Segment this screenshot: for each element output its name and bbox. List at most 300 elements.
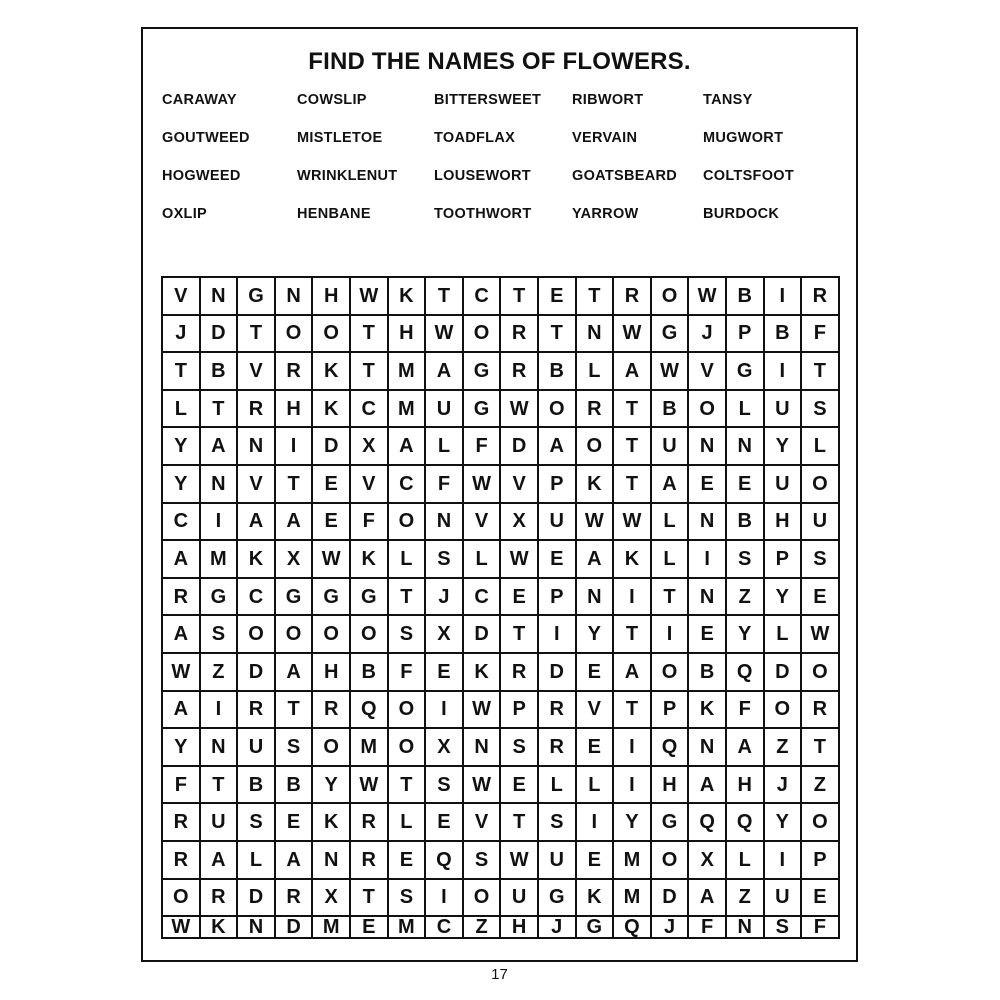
grid-cell[interactable]: G [577, 917, 615, 939]
grid-cell[interactable]: G [238, 278, 276, 316]
grid-cell[interactable]: M [389, 391, 427, 429]
grid-cell[interactable]: L [765, 616, 803, 654]
grid-cell[interactable]: U [802, 504, 840, 542]
grid-cell[interactable]: T [276, 692, 314, 730]
grid-cell[interactable]: R [501, 316, 539, 354]
grid-cell[interactable]: P [539, 579, 577, 617]
grid-cell[interactable]: B [689, 654, 727, 692]
grid-cell[interactable]: K [238, 541, 276, 579]
grid-cell[interactable]: O [389, 729, 427, 767]
grid-cell[interactable]: W [163, 917, 201, 939]
grid-cell[interactable]: I [765, 278, 803, 316]
grid-cell[interactable]: T [163, 353, 201, 391]
grid-cell[interactable]: W [351, 767, 389, 805]
grid-cell[interactable]: V [577, 692, 615, 730]
grid-cell[interactable]: U [652, 428, 690, 466]
grid-cell[interactable]: G [539, 880, 577, 918]
grid-cell[interactable]: Q [614, 917, 652, 939]
grid-cell[interactable]: K [313, 804, 351, 842]
grid-cell[interactable]: W [501, 842, 539, 880]
grid-cell[interactable]: B [351, 654, 389, 692]
grid-cell[interactable]: O [765, 692, 803, 730]
grid-cell[interactable]: N [426, 504, 464, 542]
grid-cell[interactable]: O [163, 880, 201, 918]
grid-cell[interactable]: T [614, 692, 652, 730]
grid-cell[interactable]: Y [727, 616, 765, 654]
grid-cell[interactable]: D [501, 428, 539, 466]
grid-cell[interactable]: T [351, 353, 389, 391]
grid-cell[interactable]: N [201, 466, 239, 504]
grid-cell[interactable]: H [313, 278, 351, 316]
grid-cell[interactable]: A [577, 541, 615, 579]
grid-cell[interactable]: Y [163, 428, 201, 466]
grid-cell[interactable]: N [689, 729, 727, 767]
grid-cell[interactable]: F [802, 316, 840, 354]
grid-cell[interactable]: H [652, 767, 690, 805]
grid-cell[interactable]: T [389, 579, 427, 617]
grid-cell[interactable]: T [501, 616, 539, 654]
grid-cell[interactable]: I [426, 880, 464, 918]
grid-cell[interactable]: T [501, 804, 539, 842]
grid-cell[interactable]: R [539, 692, 577, 730]
grid-cell[interactable]: A [276, 842, 314, 880]
grid-cell[interactable]: S [238, 804, 276, 842]
grid-cell[interactable]: N [689, 428, 727, 466]
grid-cell[interactable]: S [765, 917, 803, 939]
grid-cell[interactable]: B [238, 767, 276, 805]
grid-cell[interactable]: T [426, 278, 464, 316]
grid-cell[interactable]: D [652, 880, 690, 918]
grid-cell[interactable]: N [577, 316, 615, 354]
grid-cell[interactable]: M [614, 842, 652, 880]
grid-cell[interactable]: R [276, 880, 314, 918]
grid-cell[interactable]: F [802, 917, 840, 939]
grid-cell[interactable]: X [313, 880, 351, 918]
grid-cell[interactable]: R [501, 353, 539, 391]
grid-cell[interactable]: E [501, 579, 539, 617]
grid-cell[interactable]: Y [765, 804, 803, 842]
grid-cell[interactable]: K [464, 654, 502, 692]
grid-cell[interactable]: T [652, 579, 690, 617]
grid-cell[interactable]: O [689, 391, 727, 429]
grid-cell[interactable]: I [614, 767, 652, 805]
grid-cell[interactable]: K [313, 353, 351, 391]
grid-cell[interactable]: H [765, 504, 803, 542]
grid-cell[interactable]: K [577, 466, 615, 504]
grid-cell[interactable]: W [163, 654, 201, 692]
grid-cell[interactable]: R [238, 692, 276, 730]
grid-cell[interactable]: O [464, 316, 502, 354]
grid-cell[interactable]: L [389, 804, 427, 842]
grid-cell[interactable]: W [464, 767, 502, 805]
grid-cell[interactable]: T [577, 278, 615, 316]
grid-cell[interactable]: N [201, 729, 239, 767]
grid-cell[interactable]: T [201, 767, 239, 805]
grid-cell[interactable]: A [689, 767, 727, 805]
grid-cell[interactable]: I [689, 541, 727, 579]
grid-cell[interactable]: E [313, 504, 351, 542]
grid-cell[interactable]: Y [765, 428, 803, 466]
grid-cell[interactable]: H [313, 654, 351, 692]
grid-cell[interactable]: O [351, 616, 389, 654]
grid-cell[interactable]: V [464, 504, 502, 542]
grid-cell[interactable]: V [464, 804, 502, 842]
grid-cell[interactable]: C [238, 579, 276, 617]
grid-cell[interactable]: I [652, 616, 690, 654]
grid-cell[interactable]: N [464, 729, 502, 767]
grid-cell[interactable]: F [689, 917, 727, 939]
grid-cell[interactable]: H [389, 316, 427, 354]
grid-cell[interactable]: C [163, 504, 201, 542]
grid-cell[interactable]: M [614, 880, 652, 918]
grid-cell[interactable]: F [351, 504, 389, 542]
grid-cell[interactable]: M [351, 729, 389, 767]
grid-cell[interactable]: W [577, 504, 615, 542]
grid-cell[interactable]: R [276, 353, 314, 391]
grid-cell[interactable]: A [539, 428, 577, 466]
grid-cell[interactable]: K [689, 692, 727, 730]
grid-cell[interactable]: J [539, 917, 577, 939]
grid-cell[interactable]: F [426, 466, 464, 504]
grid-cell[interactable]: J [689, 316, 727, 354]
grid-cell[interactable]: C [389, 466, 427, 504]
grid-cell[interactable]: O [238, 616, 276, 654]
grid-cell[interactable]: W [464, 692, 502, 730]
grid-cell[interactable]: R [802, 278, 840, 316]
grid-cell[interactable]: J [765, 767, 803, 805]
grid-cell[interactable]: W [313, 541, 351, 579]
grid-cell[interactable]: Y [765, 579, 803, 617]
grid-cell[interactable]: D [238, 654, 276, 692]
grid-cell[interactable]: O [539, 391, 577, 429]
grid-cell[interactable]: R [614, 278, 652, 316]
grid-cell[interactable]: A [276, 654, 314, 692]
grid-cell[interactable]: Q [652, 729, 690, 767]
grid-cell[interactable]: M [389, 353, 427, 391]
grid-cell[interactable]: U [765, 880, 803, 918]
grid-cell[interactable]: I [539, 616, 577, 654]
grid-cell[interactable]: T [614, 466, 652, 504]
grid-cell[interactable]: A [163, 692, 201, 730]
grid-cell[interactable]: P [727, 316, 765, 354]
grid-cell[interactable]: W [802, 616, 840, 654]
grid-cell[interactable]: O [389, 504, 427, 542]
grid-cell[interactable]: V [238, 466, 276, 504]
grid-cell[interactable]: K [577, 880, 615, 918]
grid-cell[interactable]: I [201, 504, 239, 542]
grid-cell[interactable]: Z [765, 729, 803, 767]
grid-cell[interactable]: F [464, 428, 502, 466]
grid-cell[interactable]: U [426, 391, 464, 429]
grid-cell[interactable]: U [238, 729, 276, 767]
grid-cell[interactable]: X [426, 616, 464, 654]
grid-cell[interactable]: O [276, 316, 314, 354]
grid-cell[interactable]: D [464, 616, 502, 654]
grid-cell[interactable]: E [689, 616, 727, 654]
grid-cell[interactable]: L [163, 391, 201, 429]
grid-cell[interactable]: T [276, 466, 314, 504]
grid-cell[interactable]: N [238, 917, 276, 939]
grid-cell[interactable]: S [464, 842, 502, 880]
grid-cell[interactable]: K [614, 541, 652, 579]
grid-cell[interactable]: B [201, 353, 239, 391]
grid-cell[interactable]: O [802, 804, 840, 842]
grid-cell[interactable]: O [652, 654, 690, 692]
grid-cell[interactable]: O [313, 729, 351, 767]
grid-cell[interactable]: R [163, 579, 201, 617]
grid-cell[interactable]: R [351, 804, 389, 842]
grid-cell[interactable]: Q [727, 654, 765, 692]
grid-cell[interactable]: I [276, 428, 314, 466]
grid-cell[interactable]: Z [201, 654, 239, 692]
grid-cell[interactable]: N [689, 579, 727, 617]
grid-cell[interactable]: Z [464, 917, 502, 939]
grid-cell[interactable]: G [313, 579, 351, 617]
grid-cell[interactable]: G [276, 579, 314, 617]
grid-cell[interactable]: R [163, 804, 201, 842]
grid-cell[interactable]: D [313, 428, 351, 466]
grid-cell[interactable]: A [276, 504, 314, 542]
grid-cell[interactable]: N [238, 428, 276, 466]
grid-cell[interactable]: W [426, 316, 464, 354]
grid-cell[interactable]: D [201, 316, 239, 354]
grid-cell[interactable]: A [614, 654, 652, 692]
grid-cell[interactable]: N [313, 842, 351, 880]
grid-cell[interactable]: M [313, 917, 351, 939]
grid-cell[interactable]: Y [163, 729, 201, 767]
grid-cell[interactable]: E [501, 767, 539, 805]
grid-cell[interactable]: G [201, 579, 239, 617]
grid-cell[interactable]: L [727, 391, 765, 429]
grid-cell[interactable]: O [652, 278, 690, 316]
grid-cell[interactable]: A [238, 504, 276, 542]
grid-cell[interactable]: L [539, 767, 577, 805]
grid-cell[interactable]: D [276, 917, 314, 939]
grid-cell[interactable]: Y [163, 466, 201, 504]
grid-cell[interactable]: T [802, 353, 840, 391]
grid-cell[interactable]: L [802, 428, 840, 466]
grid-cell[interactable]: A [652, 466, 690, 504]
grid-cell[interactable]: E [313, 466, 351, 504]
grid-cell[interactable]: E [727, 466, 765, 504]
grid-cell[interactable]: S [389, 616, 427, 654]
grid-cell[interactable]: A [614, 353, 652, 391]
grid-cell[interactable]: T [539, 316, 577, 354]
grid-cell[interactable]: C [426, 917, 464, 939]
grid-cell[interactable]: P [802, 842, 840, 880]
grid-cell[interactable]: A [426, 353, 464, 391]
grid-cell[interactable]: U [765, 391, 803, 429]
grid-cell[interactable]: Y [313, 767, 351, 805]
grid-cell[interactable]: X [351, 428, 389, 466]
grid-cell[interactable]: O [389, 692, 427, 730]
grid-cell[interactable]: U [201, 804, 239, 842]
grid-cell[interactable]: B [276, 767, 314, 805]
grid-cell[interactable]: J [426, 579, 464, 617]
grid-cell[interactable]: S [389, 880, 427, 918]
grid-cell[interactable]: E [539, 541, 577, 579]
grid-cell[interactable]: X [276, 541, 314, 579]
grid-cell[interactable]: Z [727, 880, 765, 918]
grid-cell[interactable]: G [652, 804, 690, 842]
grid-cell[interactable]: W [652, 353, 690, 391]
grid-cell[interactable]: W [464, 466, 502, 504]
grid-cell[interactable]: T [351, 316, 389, 354]
grid-cell[interactable]: I [765, 842, 803, 880]
grid-cell[interactable]: T [351, 880, 389, 918]
grid-cell[interactable]: Q [727, 804, 765, 842]
grid-cell[interactable]: M [201, 541, 239, 579]
grid-cell[interactable]: T [501, 278, 539, 316]
grid-cell[interactable]: A [163, 541, 201, 579]
grid-cell[interactable]: E [389, 842, 427, 880]
grid-cell[interactable]: X [689, 842, 727, 880]
grid-cell[interactable]: E [577, 654, 615, 692]
grid-cell[interactable]: N [727, 428, 765, 466]
grid-cell[interactable]: I [201, 692, 239, 730]
grid-cell[interactable]: K [351, 541, 389, 579]
grid-cell[interactable]: R [577, 391, 615, 429]
grid-cell[interactable]: P [765, 541, 803, 579]
grid-cell[interactable]: B [727, 504, 765, 542]
grid-cell[interactable]: G [351, 579, 389, 617]
grid-cell[interactable]: C [464, 579, 502, 617]
grid-cell[interactable]: W [501, 541, 539, 579]
grid-cell[interactable]: Y [614, 804, 652, 842]
grid-cell[interactable]: A [163, 616, 201, 654]
grid-cell[interactable]: D [765, 654, 803, 692]
grid-cell[interactable]: V [351, 466, 389, 504]
grid-cell[interactable]: O [802, 466, 840, 504]
grid-cell[interactable]: B [727, 278, 765, 316]
grid-cell[interactable]: S [276, 729, 314, 767]
grid-cell[interactable]: N [689, 504, 727, 542]
grid-cell[interactable]: A [389, 428, 427, 466]
grid-cell[interactable]: S [426, 541, 464, 579]
grid-cell[interactable]: T [614, 391, 652, 429]
grid-cell[interactable]: E [689, 466, 727, 504]
grid-cell[interactable]: I [614, 579, 652, 617]
grid-cell[interactable]: Q [689, 804, 727, 842]
grid-cell[interactable]: A [201, 428, 239, 466]
grid-cell[interactable]: C [351, 391, 389, 429]
grid-cell[interactable]: J [163, 316, 201, 354]
grid-cell[interactable]: W [689, 278, 727, 316]
grid-cell[interactable]: R [539, 729, 577, 767]
grid-cell[interactable]: O [313, 616, 351, 654]
grid-cell[interactable]: O [652, 842, 690, 880]
grid-cell[interactable]: N [201, 278, 239, 316]
grid-cell[interactable]: E [539, 278, 577, 316]
grid-cell[interactable]: R [201, 880, 239, 918]
grid-cell[interactable]: K [389, 278, 427, 316]
grid-cell[interactable]: E [276, 804, 314, 842]
grid-cell[interactable]: U [539, 842, 577, 880]
grid-cell[interactable]: X [426, 729, 464, 767]
grid-cell[interactable]: C [464, 278, 502, 316]
grid-cell[interactable]: E [426, 654, 464, 692]
grid-cell[interactable]: K [313, 391, 351, 429]
grid-cell[interactable]: S [802, 391, 840, 429]
grid-cell[interactable]: E [351, 917, 389, 939]
grid-cell[interactable]: N [276, 278, 314, 316]
grid-cell[interactable]: P [539, 466, 577, 504]
grid-cell[interactable]: W [501, 391, 539, 429]
grid-cell[interactable]: L [464, 541, 502, 579]
grid-cell[interactable]: O [577, 428, 615, 466]
grid-cell[interactable]: H [727, 767, 765, 805]
grid-cell[interactable]: R [163, 842, 201, 880]
grid-cell[interactable]: J [652, 917, 690, 939]
grid-cell[interactable]: K [201, 917, 239, 939]
grid-cell[interactable]: H [276, 391, 314, 429]
grid-cell[interactable]: Q [351, 692, 389, 730]
grid-cell[interactable]: N [577, 579, 615, 617]
grid-cell[interactable]: R [351, 842, 389, 880]
grid-cell[interactable]: S [802, 541, 840, 579]
grid-cell[interactable]: Z [727, 579, 765, 617]
grid-cell[interactable]: V [501, 466, 539, 504]
grid-cell[interactable]: B [539, 353, 577, 391]
grid-cell[interactable]: R [802, 692, 840, 730]
grid-cell[interactable]: S [201, 616, 239, 654]
grid-cell[interactable]: L [727, 842, 765, 880]
grid-cell[interactable]: T [389, 767, 427, 805]
grid-cell[interactable]: S [539, 804, 577, 842]
grid-cell[interactable]: F [163, 767, 201, 805]
grid-cell[interactable]: O [802, 654, 840, 692]
grid-cell[interactable]: I [577, 804, 615, 842]
grid-cell[interactable]: B [765, 316, 803, 354]
grid-cell[interactable]: E [802, 880, 840, 918]
grid-cell[interactable]: E [577, 842, 615, 880]
grid-cell[interactable]: I [614, 729, 652, 767]
grid-cell[interactable]: I [426, 692, 464, 730]
grid-cell[interactable]: L [426, 428, 464, 466]
grid-cell[interactable]: E [426, 804, 464, 842]
grid-cell[interactable]: Q [426, 842, 464, 880]
grid-cell[interactable]: X [501, 504, 539, 542]
grid-cell[interactable]: S [426, 767, 464, 805]
grid-cell[interactable]: G [652, 316, 690, 354]
grid-cell[interactable]: V [163, 278, 201, 316]
grid-cell[interactable]: V [238, 353, 276, 391]
grid-cell[interactable]: P [652, 692, 690, 730]
grid-cell[interactable]: O [276, 616, 314, 654]
grid-cell[interactable]: L [389, 541, 427, 579]
grid-cell[interactable]: W [614, 504, 652, 542]
grid-cell[interactable]: T [802, 729, 840, 767]
grid-cell[interactable]: F [727, 692, 765, 730]
grid-cell[interactable]: W [351, 278, 389, 316]
grid-cell[interactable]: I [765, 353, 803, 391]
grid-cell[interactable]: A [201, 842, 239, 880]
grid-cell[interactable]: F [389, 654, 427, 692]
grid-cell[interactable]: U [539, 504, 577, 542]
grid-cell[interactable]: D [238, 880, 276, 918]
grid-cell[interactable]: A [727, 729, 765, 767]
grid-cell[interactable]: L [577, 353, 615, 391]
grid-cell[interactable]: Z [802, 767, 840, 805]
grid-cell[interactable]: L [577, 767, 615, 805]
grid-cell[interactable]: T [201, 391, 239, 429]
grid-cell[interactable]: T [614, 428, 652, 466]
grid-cell[interactable]: L [652, 541, 690, 579]
grid-cell[interactable]: Y [577, 616, 615, 654]
grid-cell[interactable]: R [238, 391, 276, 429]
grid-cell[interactable]: V [689, 353, 727, 391]
grid-cell[interactable]: O [313, 316, 351, 354]
